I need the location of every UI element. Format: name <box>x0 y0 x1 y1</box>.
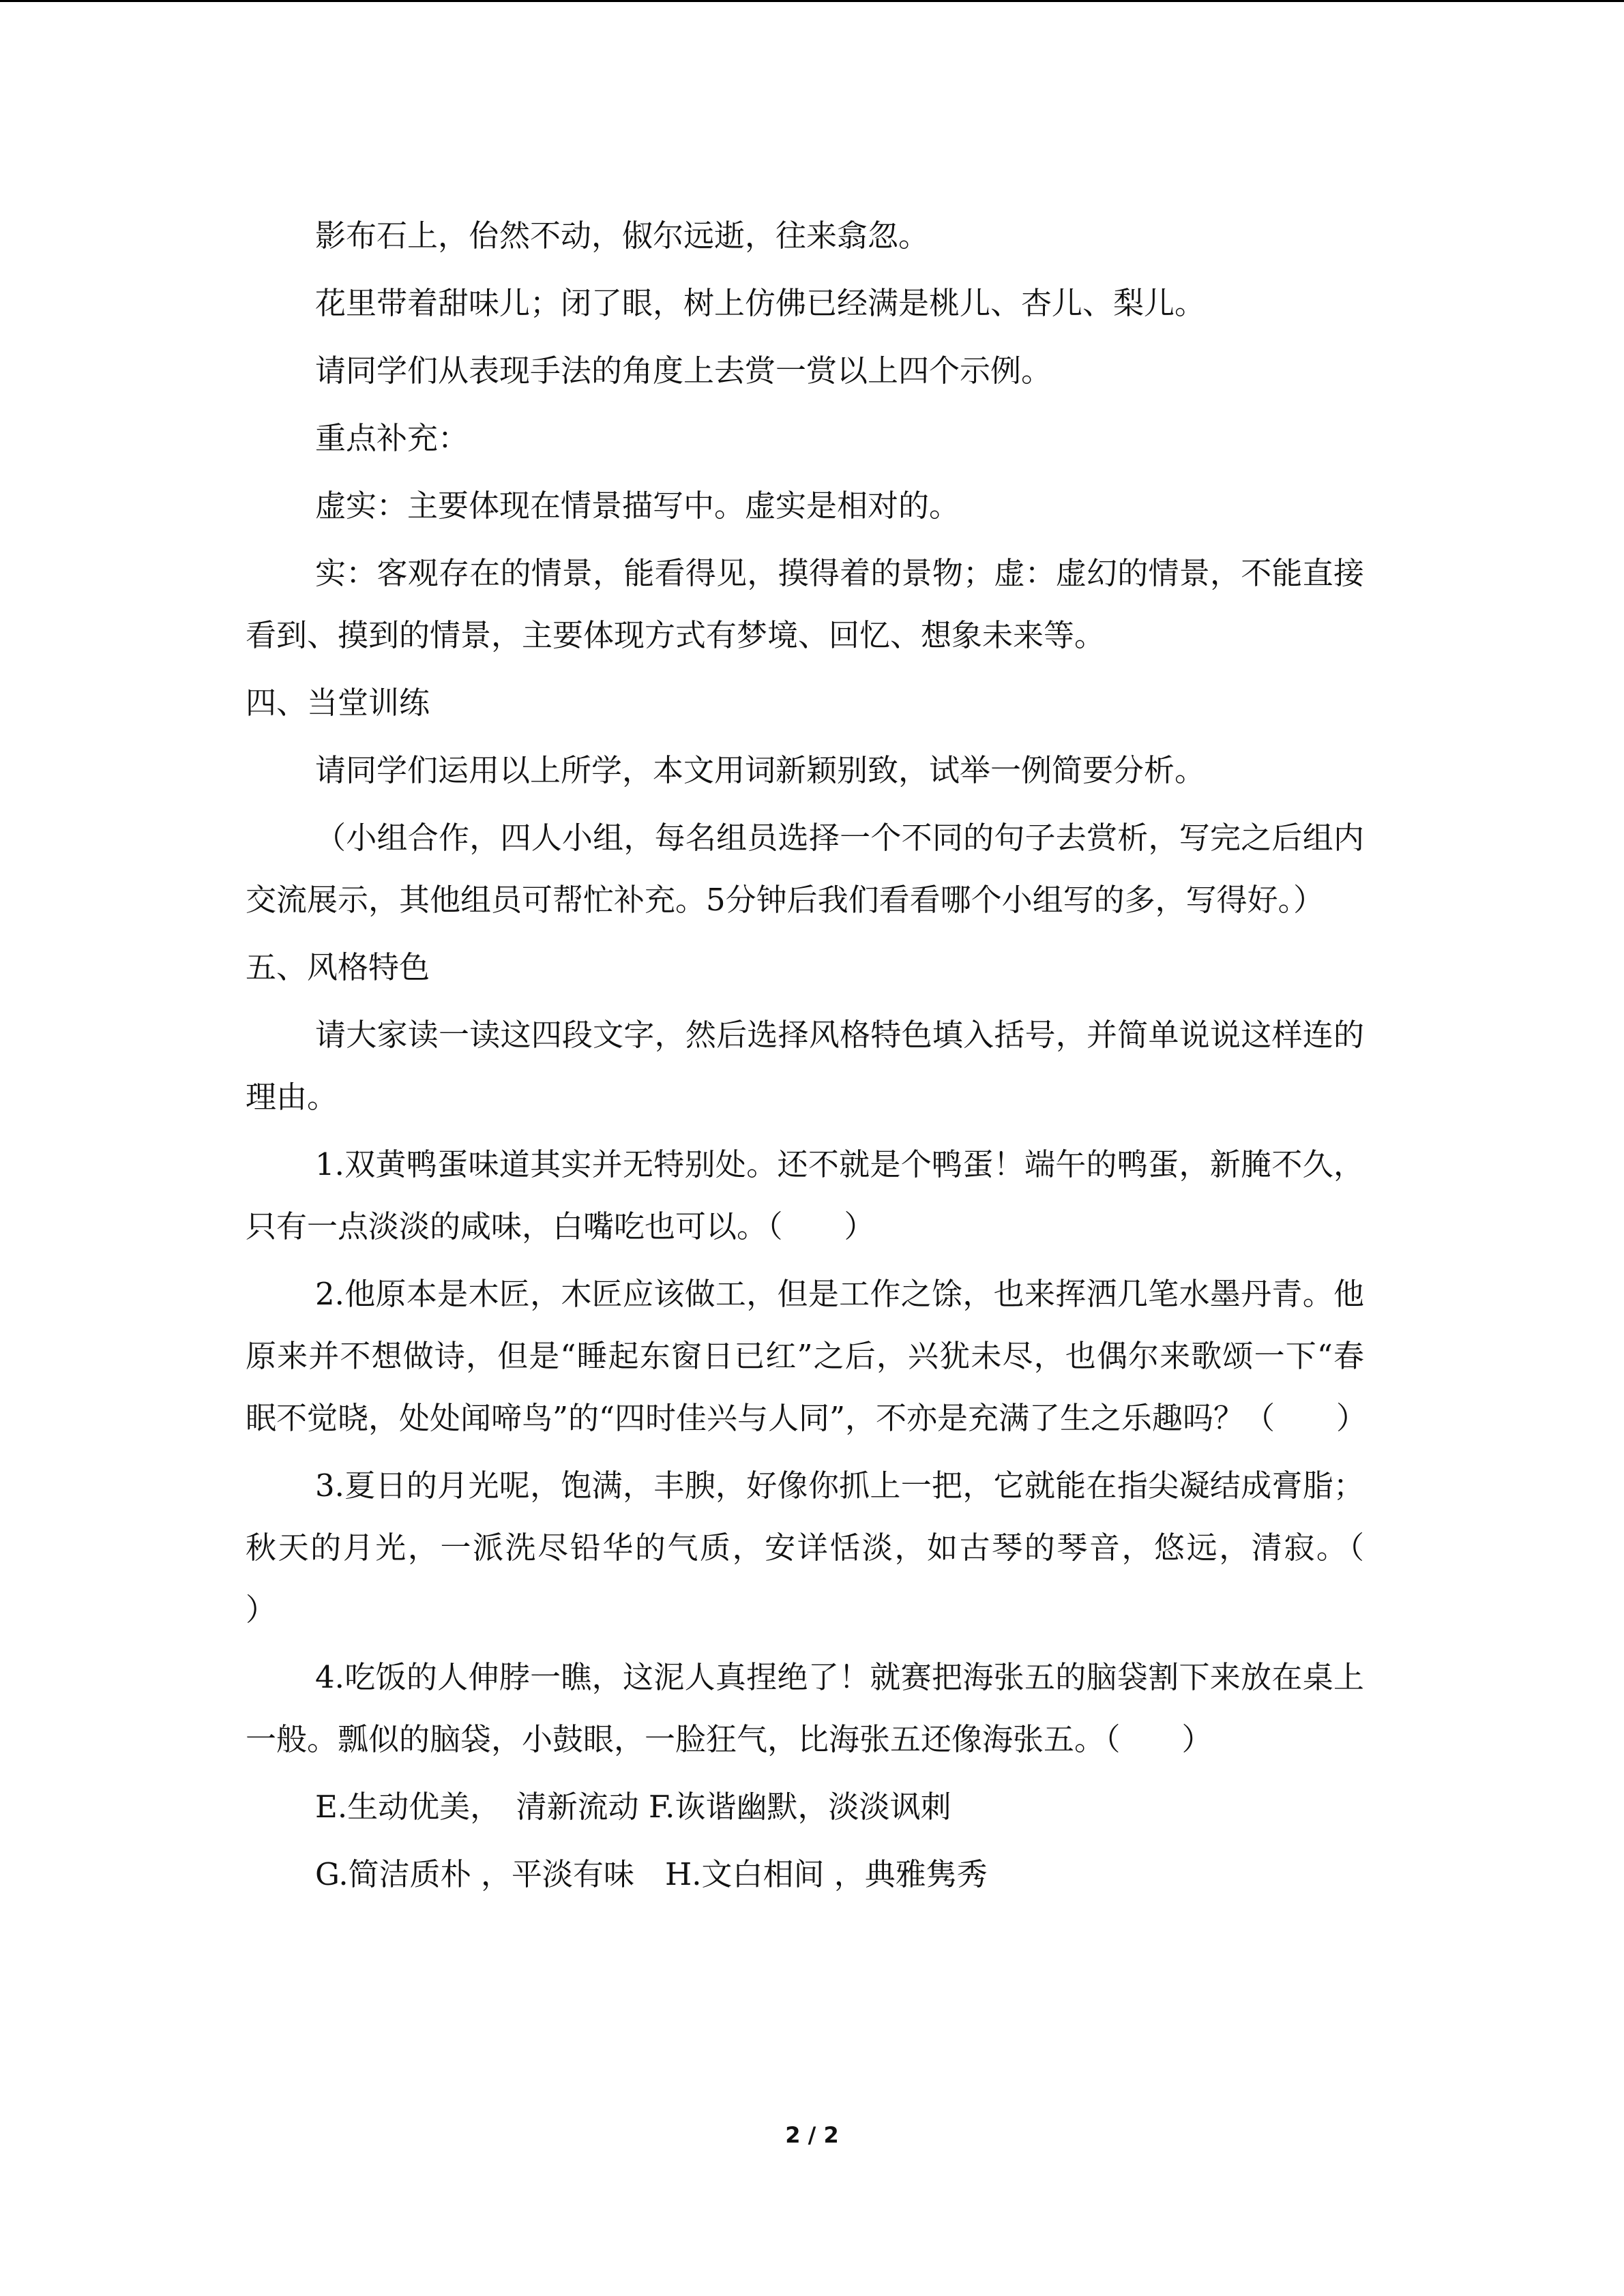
top-border-line <box>0 0 1624 2</box>
option-line-gh: G.简洁质朴 ，平淡有味 H.文白相间 ，典雅隽秀 <box>315 1856 988 1892</box>
paragraph-training-task: 请同学们运用以上所学，本文用词新颖别致，试举一例简要分析。 <box>315 752 1206 788</box>
exercise-item-4: 4.吃饭的人伸脖一瞧，这泥人真捏绝了！就赛把海张五的脑袋割下来放在桌上一般。瓢似的脑袋，小鼓眼，一脸狂气，比海张五还像海张五。（ ） <box>246 1659 1364 1757</box>
paragraph-xushi-definition: 虚实：主要体现在情景描写中。虚实是相对的。 <box>315 488 960 524</box>
exercise-item-2: 2.他原本是木匠，木匠应该做工，但是工作之馀，也来挥洒几笔水墨丹青。他原来并不想做诗，但是“睡起东窗日已红”之后，兴犹未尽，也偶尔来歌颂一下“春眠不觉晓，处处闻啼鸟”的“四时佳兴与人同”，不亦是充满了生之乐趣吗？（ ） <box>246 1276 1368 1436</box>
paragraph-quote-flowers: 花里带着甜味儿；闭了眼，树上仿佛已经满是桃儿、杏儿、梨儿。 <box>315 285 1206 321</box>
page-number: 2 / 2 <box>785 2122 839 2148</box>
document-body <box>246 205 1457 1911</box>
paragraph-instruction: 请同学们从表现手法的角度上去赏一赏以上四个示例。 <box>315 353 1052 389</box>
paragraph-style-instruction: 请大家读一读这四段文字，然后选择风格特色填入括号，并简单说说这样连的理由。 <box>246 1017 1364 1115</box>
exercise-item-1: 1.双黄鸭蛋味道其实并无特别处。还不就是个鸭蛋！端午的鸭蛋，新腌不久，只有一点淡淡的咸味，白嘴吃也可以。（ ） <box>246 1146 1364 1244</box>
exercise-item-3: 3.夏日的月光呢，饱满，丰腴，好像你抓上一把，它就能在指尖凝结成膏脂；秋天的月光，一派洗尽铅华的气质，安详恬淡，如古琴的琴音，悠远，清寂。（ ） <box>246 1467 1457 1628</box>
paragraph-group-work: （小组合作，四人小组，每名组员选择一个不同的句子去赏析，写完之后组内交流展示，其他组员可帮忙补充。5分钟后我们看看哪个小组写的多，写得好。） <box>246 820 1364 918</box>
paragraph-shi-xu-explanation: 实：客观存在的情景，能看得见，摸得着的景物；虚：虚幻的情景，不能直接看到、摸到的情景，主要体现方式有梦境、回忆、想象未来等。 <box>246 555 1364 653</box>
section-heading-style: 五、风格特色 <box>246 949 430 985</box>
paragraph-key-supplement: 重点补充： <box>315 420 469 456</box>
option-line-ef: E.生动优美， 清新流动 F.诙谐幽默，淡淡讽刺 <box>315 1789 951 1825</box>
section-heading-training: 四、当堂训练 <box>246 685 430 721</box>
paragraph-quote-fish: 影布石上，佁然不动，俶尔远逝，往来翕忽。 <box>315 218 930 254</box>
